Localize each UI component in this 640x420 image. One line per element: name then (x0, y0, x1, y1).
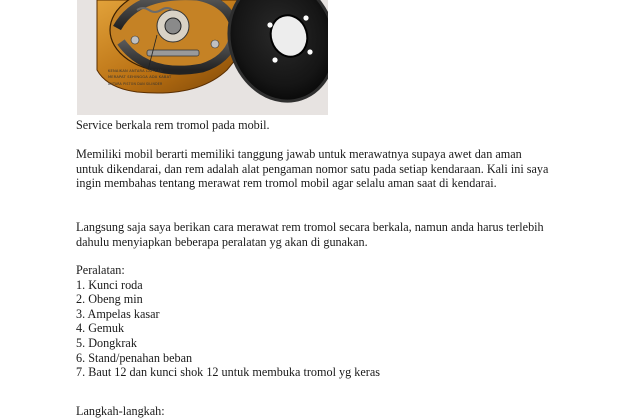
list-item: 3. Ampelas kasar (76, 306, 160, 321)
preparation-line-1: Langsung saja saya berikan cara merawat rem tromol secara berkala, namun anda harus terlebih (76, 220, 544, 234)
intro-line-3: ingin membahas tentang merawat rem tromol mobil agar selalu aman saat di kendarai. (76, 176, 497, 191)
preparation-line-2: dahulu menyiapkan beberapa peralatan yg akan di gunakan. (76, 234, 368, 249)
brake-illustration (77, 0, 328, 115)
list-item: 1. Kunci roda (76, 277, 143, 292)
list-item: 6. Stand/penahan beban (76, 350, 193, 365)
preparation-paragraph (76, 220, 544, 249)
tools-section (76, 263, 380, 380)
intro-line-2: untuk dikendarai, dan rem adalah alat pengaman nomor satu pada setiap kendaraan. Kali ini saya (76, 161, 549, 176)
list-item: 2. Obeng min (76, 292, 143, 307)
intro-line-1: Memiliki mobil berarti memiliki tanggung jawab untuk merawatnya supaya awet dan aman (76, 147, 522, 161)
tools-heading: Peralatan: (76, 263, 125, 277)
list-item: 4. Gemuk (76, 321, 125, 336)
figure-label-line-3: ANTARA PISTON DAN SILINDER (108, 82, 163, 86)
tools-list (76, 278, 380, 380)
figure-label-line-2: MERAPAT SEHINGGA ADA KABAT (108, 75, 172, 79)
steps-heading: Langkah-langkah: (76, 404, 165, 418)
list-item: 7. Baut 12 dan kunci shok 12 untuk membuka tromol yg keras (76, 365, 380, 380)
intro-paragraph (76, 147, 548, 191)
drum-brake-icon (77, 0, 328, 115)
figure-caption: Service berkala rem tromol pada mobil. (76, 118, 270, 132)
list-item: 5. Dongkrak (76, 335, 137, 350)
figure-label-line-1: KENAIKAN ANTARA LAPISAN (108, 69, 163, 73)
